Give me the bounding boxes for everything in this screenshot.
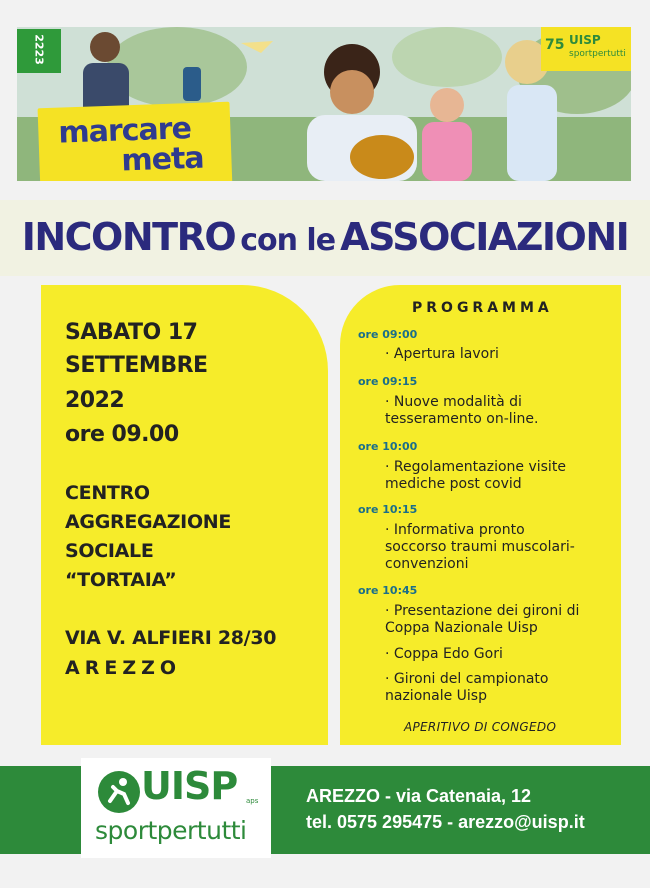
- programme-time: ore 10:00: [358, 440, 418, 453]
- programme-time: ore 09:15: [358, 375, 418, 388]
- uisp-75-badge: [541, 27, 631, 71]
- footer-aps: aps: [246, 797, 259, 805]
- footer-brand: UISP: [141, 764, 238, 808]
- uisp-runner-icon: [98, 771, 140, 813]
- runner-icon: [98, 771, 140, 813]
- footer-address: AREZZO - via Catenaia, 12: [306, 786, 532, 806]
- programme-time: ore 10:45: [358, 584, 418, 597]
- event-time: ore 09.00: [65, 422, 179, 447]
- programme-item: · Coppa Edo Gori: [385, 646, 503, 662]
- venue-city: AREZZO: [65, 657, 182, 679]
- season-label: 2223: [32, 34, 46, 65]
- title-part-1: INCONTRO: [21, 215, 236, 259]
- page-title: [0, 215, 650, 259]
- programme-time: ore 09:00: [358, 328, 418, 341]
- footer-tagline: sportpertutti: [95, 816, 247, 845]
- event-month: SETTEMBRE: [65, 353, 208, 378]
- programme-item: · Gironi del campionato nazionale Uisp: [385, 671, 549, 704]
- title-part-3: ASSOCIAZIONI: [340, 215, 629, 259]
- programme-title: PROGRAMMA: [412, 300, 553, 316]
- badge-brand: UISP: [569, 33, 601, 47]
- programme-item: · Regolamentazione visite mediche post covid: [385, 459, 566, 492]
- programme-item: · Presentazione dei gironi di Coppa Nazionale Uisp: [385, 603, 580, 636]
- venue-address: VIA V. ALFIERI 28/30: [65, 627, 277, 649]
- footer-contact: tel. 0575 295475 - arezzo@uisp.it: [306, 812, 585, 832]
- venue-line-4: “TORTAIA”: [65, 569, 177, 591]
- badge-number: 75: [545, 37, 565, 53]
- campaign-logo: [38, 102, 233, 181]
- programme-item: · Informativa pronto soccorso traumi muscolari-convenzioni: [385, 522, 575, 572]
- programme-item: · Apertura lavori: [385, 346, 499, 362]
- campaign-line-1: marcare: [57, 111, 192, 151]
- season-logo: [17, 29, 61, 73]
- event-year: 2022: [65, 388, 125, 413]
- header-photo-banner: [17, 27, 631, 181]
- venue-line-2: AGGREGAZIONE: [65, 511, 232, 533]
- programme-closing: APERITIVO DI CONGEDO: [404, 720, 557, 734]
- venue-line-1: CENTRO: [65, 482, 150, 504]
- campaign-line-2: meta: [120, 140, 205, 179]
- badge-tagline: sportpertutti: [569, 49, 626, 59]
- programme-time: ore 10:15: [358, 503, 418, 516]
- venue-line-3: SOCIALE: [65, 540, 154, 562]
- programme-item: · Nuove modalità di tesseramento on-line.: [385, 394, 539, 427]
- event-day: SABATO 17: [65, 320, 198, 345]
- title-part-2: con le: [240, 223, 336, 258]
